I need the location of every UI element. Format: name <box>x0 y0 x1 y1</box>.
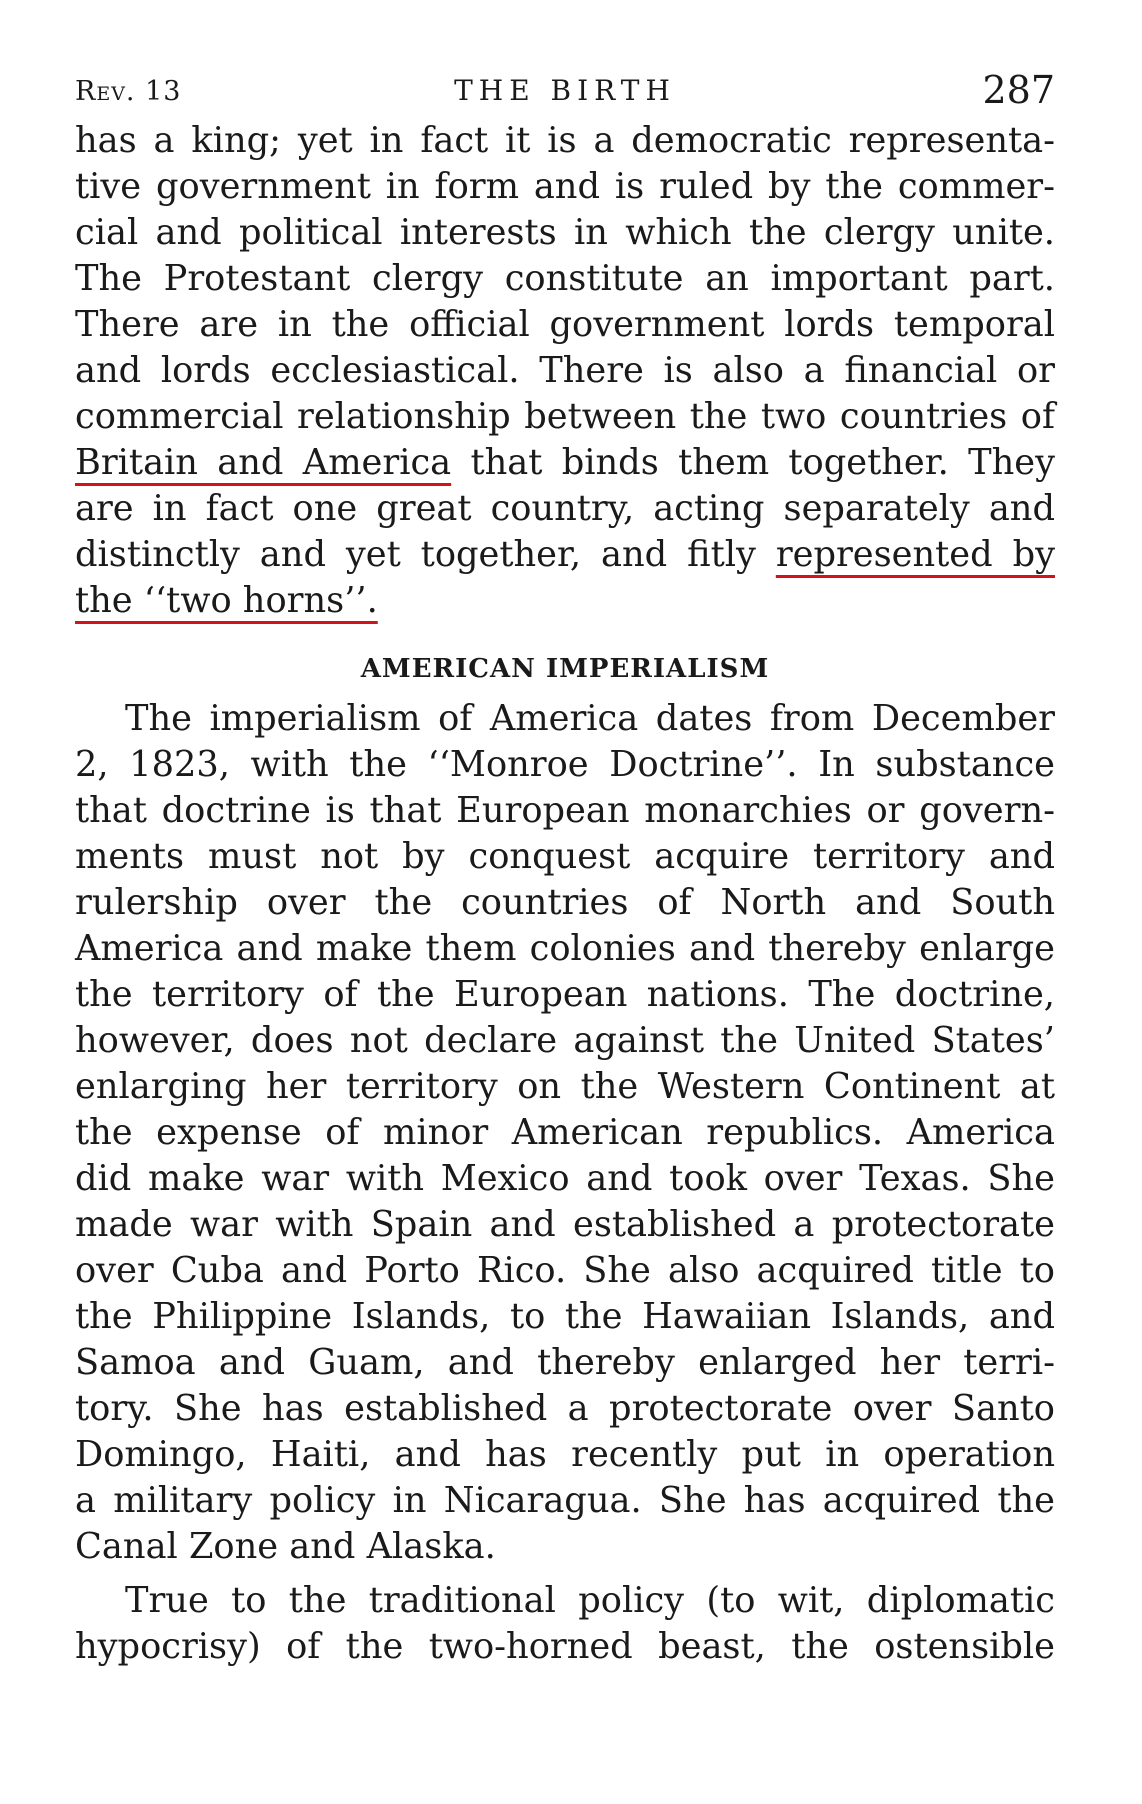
text-line: cial and political interests in which the clergy unite. <box>75 212 1055 253</box>
text-line: tory. She has established a protectorate over Santo <box>75 1388 1055 1429</box>
text-line: Samoa and Guam, and thereby enlarged her terri- <box>75 1342 1055 1383</box>
text-line: did make war with Mexico and took over Texas. She <box>75 1158 1055 1199</box>
book-page <box>75 68 1055 1670</box>
text-fragment: distinctly and yet together, and fitly <box>75 534 776 575</box>
text-line: however, does not declare against the United States’ <box>75 1020 1055 1061</box>
underlined-phrase: the ‘‘two horns’’. <box>75 580 378 621</box>
text-line: rulership over the countries of North and South <box>75 882 1055 923</box>
text-line: has a king; yet in fact it is a democratic representa- <box>75 120 1055 161</box>
text-line: hypocrisy) of the two-horned beast, the ostensible <box>75 1626 1055 1667</box>
text-line: The Protestant clergy constitute an important part. <box>75 258 1055 299</box>
text-line: The imperialism of America dates from December <box>125 698 1055 739</box>
running-head <box>75 68 1055 118</box>
paragraph-traditional-policy <box>75 1578 1055 1670</box>
text-line: commercial relationship between the two countries of <box>75 396 1055 437</box>
text-fragment: that binds them together. They <box>451 442 1055 483</box>
text-line: enlarging her territory on the Western Continent at <box>75 1066 1055 1107</box>
chapter-reference: Rev. 13 <box>75 76 182 107</box>
text-line: Canal Zone and Alaska. <box>75 1526 496 1567</box>
page-number: 287 <box>982 68 1055 112</box>
running-title: THE BIRTH <box>454 74 676 107</box>
paragraph-imperialism <box>75 696 1055 1570</box>
text-line: Domingo, Haiti, and has recently put in operation <box>75 1434 1055 1475</box>
text-line: the territory of the European nations. The doctrine, <box>75 974 1055 1015</box>
text-line: made war with Spain and established a protectorate <box>75 1204 1055 1245</box>
text-line: ments must not by conquest acquire territory and <box>75 836 1055 877</box>
text-line: There are in the official government lords temporal <box>75 304 1055 345</box>
text-line <box>75 440 1055 486</box>
text-line <box>75 578 1055 624</box>
paragraph-continuation <box>75 118 1055 624</box>
text-line: are in fact one great country, acting separately and <box>75 488 1055 529</box>
text-line: that doctrine is that European monarchies or govern- <box>75 790 1055 831</box>
text-line: True to the traditional policy (to wit, diplomatic <box>125 1580 1055 1621</box>
text-line: the expense of minor American republics. America <box>75 1112 1055 1153</box>
underlined-phrase: Britain and America <box>75 442 452 483</box>
underlined-phrase: represented by <box>775 534 1055 575</box>
text-line: America and make them colonies and thereby enlarge <box>75 928 1055 969</box>
text-line: a military policy in Nicaragua. She has acquired the <box>75 1480 1055 1521</box>
section-heading: AMERICAN IMPERIALISM <box>360 654 770 684</box>
text-line: tive government in form and is ruled by the commer- <box>75 166 1055 207</box>
text-line: 2, 1823, with the ‘‘Monroe Doctrine’’. In substance <box>75 744 1055 785</box>
text-line: the Philippine Islands, to the Hawaiian Islands, and <box>75 1296 1055 1337</box>
text-line <box>75 532 1055 578</box>
text-line: and lords ecclesiastical. There is also a financial or <box>75 350 1055 391</box>
text-line: over Cuba and Porto Rico. She also acquired title to <box>75 1250 1055 1291</box>
